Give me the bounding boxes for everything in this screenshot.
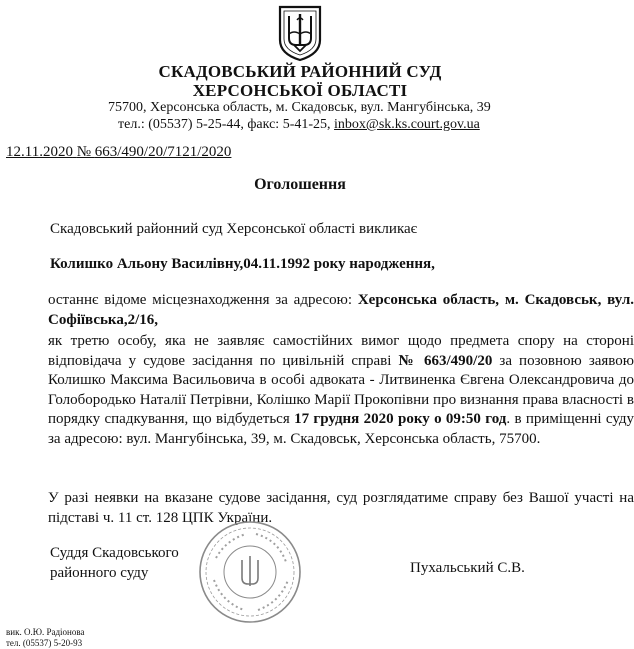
court-address: 75700, Херсонська область, м. Скадовськ, вул. Мангубінська, 39 <box>108 100 491 115</box>
executor-phone: тел. (05537) 5-20-93 <box>6 638 83 648</box>
intro-paragraph: Скадовський районний суд Херсонської області викликає <box>50 221 418 237</box>
warning-paragraph: У разі неявки на вказане судове засідання, суд розглядатиме справу без Вашої участі на підставі ч. 11 ст. 128 ЦПК України. <box>48 490 634 526</box>
court-contacts <box>118 117 480 133</box>
document-title: Оголошення <box>254 176 346 193</box>
number-sign: № <box>76 144 92 160</box>
registration-line <box>6 144 231 161</box>
registration-number: 663/490/20/7121/2020 <box>94 144 232 160</box>
judge-position-line2: районного суду <box>50 565 149 581</box>
addressee-paragraph: Колишко Альону Василівну,04.11.1992 року народження, <box>50 256 435 272</box>
court-name-line2: ХЕРСОНСЬКОЇ ОБЛАСТІ <box>192 81 408 100</box>
summons-paragraph <box>6 332 634 450</box>
summons-text-2: за позовною заявою Колишко Максима Васильовича в особі адвоката - Литвиненка Євгена Олександровича до Голобородько Наталії Петрівни, Колішко Марії Прокопівни про визнання права власності в порядку спадкування, що відбудеться <box>48 352 634 428</box>
court-name-line1: СКАДОВСЬКИЙ РАЙОННИЙ СУД <box>158 62 442 81</box>
summons-text-3: . в приміщенні суду за адресою: вул. Мангубінська, 39, м. Скадовськ, Херсонська область, 75700. <box>48 411 634 447</box>
hearing-datetime: 17 грудня 2020 року о 09:50 год <box>294 411 507 428</box>
court-round-seal-icon <box>196 518 304 626</box>
judge-position-line1: Суддя Скадовського <box>50 545 179 561</box>
address-value: Херсонська область, м. Скадовськ, вул. Софіївська,2/16, <box>48 292 634 328</box>
coat-of-arms-trident-icon <box>276 4 324 62</box>
judge-name: Пухальський С.В. <box>410 560 525 576</box>
registration-date: 12.11.2020 <box>6 144 73 160</box>
address-paragraph <box>6 291 634 330</box>
email-link[interactable]: inbox@sk.ks.court.gov.ua <box>334 117 480 132</box>
phone-fax: тел.: (05537) 5-25-44, факс: 5-41-25, <box>118 117 335 132</box>
summons-text-1: як третю особу, яка не заявляє самостійних вимог щодо предмета спору на стороні відповідача у судове засідання по цивільній справі <box>48 333 634 369</box>
case-number: № 663/490/20 <box>398 352 493 369</box>
address-label: останнє відоме місцезнаходження за адресою: <box>48 292 358 308</box>
executor-name: вик. О.Ю. Радіонова <box>6 627 85 637</box>
